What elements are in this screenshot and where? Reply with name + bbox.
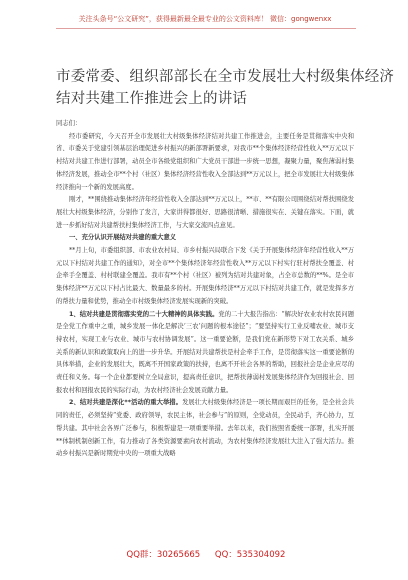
paragraph-intro: 经市委研究，今天召开全市发展壮大村级集体经济结对共建工作推进会，主要任务是贯彻落实中央和省、市委关于党建引领基层治理促进乡村振兴的新部署新要求，对我市**个集体经济经营性收入**万元以下村结对共建工作进行部署，动员全市各级党组织和广大党员干部进一步统一思想，凝聚力量，聚焦薄弱村集体经济发展，推动全市**个村（社区）集体经济经营性收入全部达到**万元以上，把全市发展壮大村级集体经济推向一个新的发展高度。 xyxy=(56,132,354,191)
section-heading-1: 一、充分认识开展结对共建的重大意义 xyxy=(69,234,177,242)
title-line-1: 市委常委、组织部部长在全市发展壮大村级集体经济 xyxy=(56,69,395,85)
document-title xyxy=(56,66,395,110)
paragraph-summary: 刚才，**围绕推动集体经济年经营性收入全部达到**万元以上，**市、**有限公司围绕结对帮扶围绕发展壮大村级集体经济，分别作了发言，大家讲得都很好、思路很清晰、措施很实在、关键在落实。下面，就进一步抓好结对共建帮扶村集体经济工作，与大家交流四点意见。 xyxy=(56,196,354,229)
header-banner: 关注头条号“公文研究”，获得最新最全最专业的公文资料库！ 微信：gongwenxx xyxy=(78,15,332,23)
point-1-text: 党的二十大报告指出：“解决好农业农村农民问题是全党工作重中之重，城乡发展一体化是解决‘三农’问题的根本途径”；“要坚持实行工业反哺农业、城市支持农村，实现工业与农业、城市与农村协调发展”。这一重要论断，是我们党在新形势下对工农关系、城乡关系的新认识和政策取向上的进一步升华。开展结对共建帮扶是村企牵手工作，是贯彻落实这一重要论断的具体举措，企业的发展壮大，既离不开国家政策的扶持，也离不开社会各界的帮助，回报社会是企业应尽的责任和义务。每一个企业都要树立全局意识，提高责任意识，把帮扶薄弱村发展集体经济作为回报社会、回报农村和回报农民的实际行动，为农村经济社会发展贡献力量。 xyxy=(56,310,354,394)
paragraph-background: **月上旬，市委组织部、市农业农村局、市乡村振兴局联合下发《关于开展集体经济年经营性收入**万元以下村结对共建工作的通知》，对全市**个集体经济年经营性收入**万元以下村实行驻村帮扶全覆盖、村企牵手全覆盖、村村联建全覆盖。我市有**个村（社区）被列为结对共建对象，占全市总数的**%。是全市集体经济**万元以下村占比最大、数量最多的村。开展集体经济**万元以下村结对共建工作，就是发挥多方的帮扶力量和优势，推动全市村级集体经济发展实现新的突破。 xyxy=(56,247,354,305)
footer-qq-group: QQ群：30265665 xyxy=(126,550,201,560)
title-line-2: 结对共建工作推进会上的讲话 xyxy=(56,91,248,107)
header-divider xyxy=(56,28,356,29)
salutation: 同志们： xyxy=(56,120,82,127)
point-2-text: 发展壮大村级集体经济是一项长期而艰巨的任务，是全社会共同的责任，必须坚持“党委、政府领导，农民主体，社会参与”的原则，全党动员，全民动手，齐心协力，互帮共建。其中社会各界广泛参与，积极帮建是一项重要举措。去年以来，我们按照省委统一部署，扎实开展**体制机制创新工作，有力推动了各类资源要素向农村流动，为农村集体经济发展壮大注入了强大活力。推动乡村振兴是新时期党中央的一项重大战略 xyxy=(56,399,355,458)
paragraph-point-1 xyxy=(56,309,354,398)
paragraph-point-2 xyxy=(56,397,354,461)
point-1-lead: 1、结对共建是贯彻落实党的二十大精神的具体实践。 xyxy=(69,310,219,318)
point-2-lead: 2、结对共建是深化**活动的重大举措。 xyxy=(69,399,183,407)
footer-qq: QQ：535304092 xyxy=(214,550,286,560)
document-body xyxy=(56,118,354,461)
footer-contact xyxy=(56,548,356,560)
